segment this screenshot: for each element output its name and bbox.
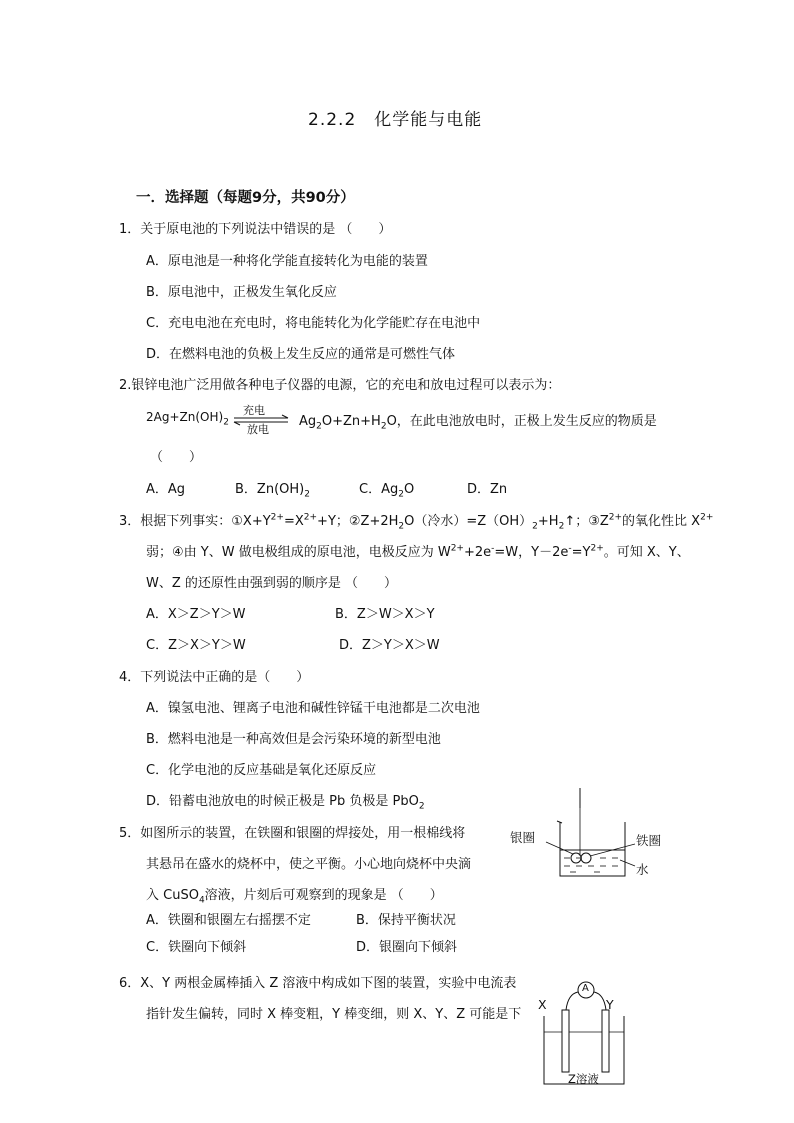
option-c-sub: 2 [398,489,404,500]
question-1-option-d: D．在燃料电池的负极上发生反应的通常是可燃性气体 [146,347,456,362]
option-c-text: C．Ag [359,482,399,497]
q4-d-sub: 2 [418,801,425,812]
silver-ring-label: 银圈 [510,830,536,845]
equation-right-sub2: 2 [380,421,387,432]
q3-l1-sup1: 2+ [270,512,284,523]
water-label: 水 [636,862,649,877]
beaker-figure-icon [540,788,650,888]
arrow-top-label: 充电 [243,404,265,417]
question-2-option-b [235,478,310,500]
q3-l1-b: =X [283,514,304,529]
equation-right-part1: Ag [299,414,317,429]
equation-left-text: 2Ag+Zn(OH) [146,410,224,424]
q3-l2-sup3: - [568,543,572,554]
equation-right [299,410,657,432]
question-5-option-a: A．铁圈和银圈左右摇摆不定 [146,913,311,928]
iron-ring-label: 铁圈 [636,833,662,848]
question-3-line-2 [146,541,690,560]
q5-l3-b: 溶液，片刻后可观察到的现象是 （ ） [204,888,443,903]
question-5-option-d: D．银圈向下倾斜 [356,940,458,955]
question-1-stem: 1．关于原电池的下列说法中错误的是 （ ） [119,222,392,237]
question-5-line-1: 5．如图所示的装置，在铁圈和银圈的焊接处，用一根棉线将 [119,826,466,841]
question-3-line-1 [119,510,713,532]
q3-l1-sup2: 2+ [303,512,318,523]
question-5-line-2: 其悬吊在盛水的烧杯中，使之平衡。小心地向烧杯中央滴 [146,857,472,872]
q3-l1-sup4: 2+ [700,512,714,523]
arrow-bottom-label: 放电 [247,423,269,436]
question-3-option-b: B．Z＞W＞X＞Y [335,607,435,622]
question-6-line-1: 6．X、Y 两根金属棒插入 Z 溶液中构成如下图的装置，实验中电流表 [119,976,517,991]
question-3-line-3: W、Z 的还原性由强到弱的顺序是 （ ） [146,576,398,591]
question-4-option-a: A．镍氢电池、锂离子电池和碱性锌锰干电池都是二次电池 [146,701,480,716]
question-4-option-c: C．化学电池的反应基础是氧化还原反应 [146,763,377,778]
page-title: 2.2.2 化学能与电能 [308,110,483,130]
question-2-option-a: A．Ag [146,482,186,497]
question-1-option-a: A．原电池是一种将化学能直接转化为电能的装置 [146,254,428,269]
q3-l2-d: =Y [571,545,591,560]
q3-l2-sup1: 2+ [450,543,464,554]
q3-l2-sup4: 2+ [590,543,604,554]
option-b-text: B．Zn(OH) [235,482,305,497]
q3-l1-d: O（冷水）=Z（OH） [404,514,533,529]
question-4-option-d [146,790,425,812]
option-c-tail: O [403,482,415,497]
q3-l1-sup3: 2+ [608,512,623,523]
q3-l1-g: 的氧化性比 X [622,514,701,529]
equation-right-part3: O，在此电池放电时，正极上发生反应的物质是 [386,414,657,429]
q3-l1-sub2: 2 [532,521,538,532]
question-5-option-b: B．保持平衡状况 [356,913,456,928]
electrode-y-label: Y [606,997,614,1012]
electrode-x-label: X [538,997,547,1012]
question-5-option-c: C．铁圈向下倾斜 [146,940,247,955]
equation-right-part2: O+Zn+H [321,414,381,429]
q3-l1-a: 3．根据下列事实：①X+Y [119,514,271,529]
q3-l1-f: ↑；③Z [564,514,609,529]
question-2-option-d: D．Zn [467,482,508,497]
question-4-stem: 4．下列说法中正确的是（ ） [119,670,310,685]
question-5-line-3 [146,884,443,906]
ammeter-label: A [582,983,589,994]
question-2-stem: 2.银锌电池广泛用做各种电子仪器的电源，它的充电和放电过程可以表示为： [119,378,561,393]
q3-l2-b: +2e [463,545,492,560]
section-heading: 一．选择题（每题9分，共90分） [136,190,355,206]
equation-right-sub1: 2 [316,421,322,432]
q3-l2-c: =W，Y－2e [494,545,569,560]
q4-d-text: D．铅蓄电池放电的时候正极是 Pb 负极是 PbO [146,794,419,809]
question-1-option-c: C．充电电池在充电时，将电能转化为化学能贮存在电池中 [146,316,481,331]
q3-l2-a: 弱；④由 Y、W 做电极组成的原电池，电极反应为 W [146,545,451,560]
solution-label: Z溶液 [568,1072,599,1086]
q3-l1-e: +H [537,514,559,529]
question-2-option-c [359,478,414,500]
q5-l3-sub: 4 [198,895,205,906]
option-b-sub: 2 [304,489,310,500]
equation-left [146,410,229,427]
question-3-option-c: C．Z＞X＞Y＞W [146,638,246,653]
question-6-line-2: 指针发生偏转，同时 X 棒变粗，Y 棒变细，则 X、Y、Z 可能是下 [146,1007,522,1022]
question-4-option-b: B．燃料电池是一种高效但是会污染环境的新型电池 [146,732,441,747]
question-3-option-a: A．X＞Z＞Y＞W [146,607,246,622]
question-1-option-b: B．原电池中，正极发生氧化反应 [146,285,337,300]
q3-l1-sub3: 2 [558,521,565,532]
equation-left-sub: 2 [223,417,229,428]
question-2-paren: （ ） [150,450,203,465]
q3-l1-sub1: 2 [398,521,405,532]
q3-l2-sup2: - [491,543,495,554]
q5-l3-a: 入 CuSO [146,888,199,903]
question-3-option-d: D．Z＞Y＞X＞W [339,638,440,653]
q3-l2-e: 。可知 X、Y、 [603,545,690,560]
q3-l1-c: +Y；②Z+2H [317,514,399,529]
